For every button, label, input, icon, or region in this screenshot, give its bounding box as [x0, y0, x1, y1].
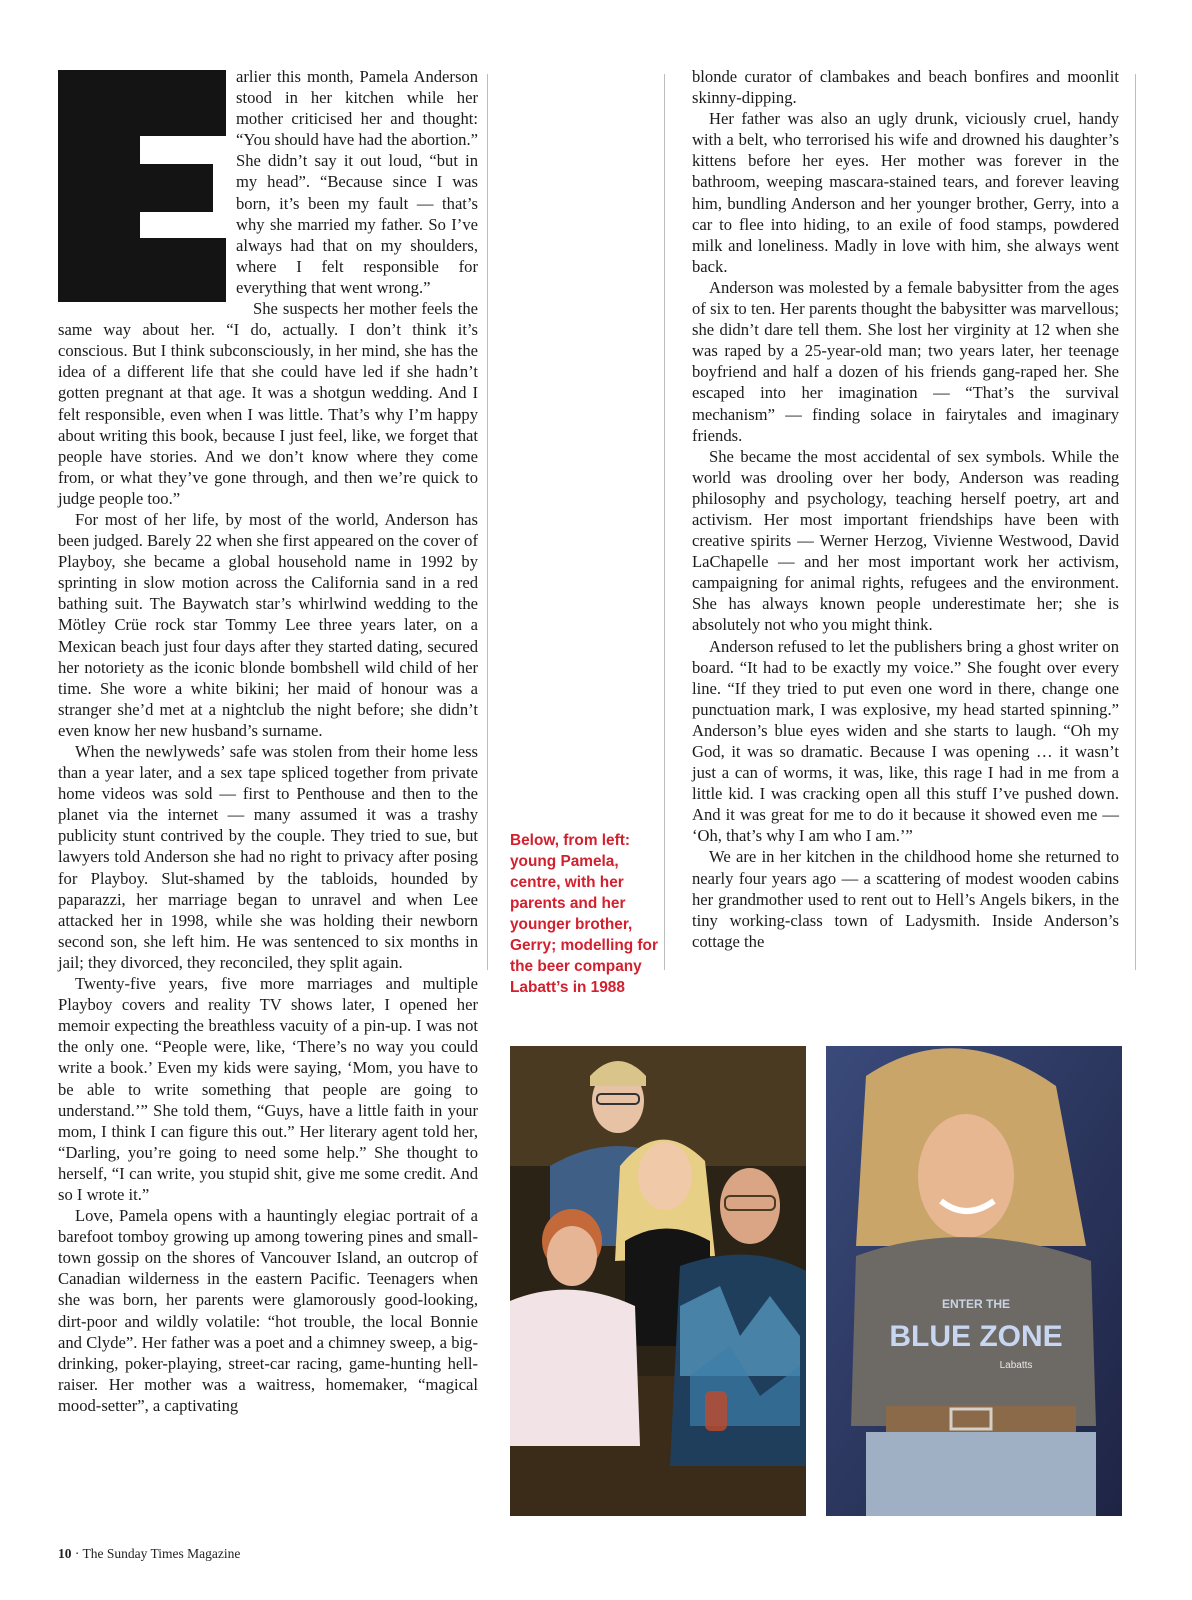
column-rule-edge: [1135, 74, 1136, 970]
paragraph: Twenty-five years, five more marriages and multiple Playboy covers and reality TV shows later, I opened her memoir expecting the breathless vacuity of a pin-up. I was not the only one. “People were, like, ‘There’s no way you could write a book.’ Even my kids were saying, ‘Mom, you have to be able to write something that people are going to understand.’” She told them, “Guys, have a little faith in your mom, I think I can figure this out.” Her literary agent told her, “Darling, you’re going to need some help.” She thought to herself, “I can write, you stupid shit, give me some credit. And so I wrote it.”: [58, 974, 478, 1204]
article-column-right: [692, 66, 1119, 952]
article-column-left: [58, 66, 478, 1416]
shirt-top-text: ENTER THE: [941, 1297, 1011, 1311]
footer-separator: ·: [74, 1546, 80, 1561]
paragraph: Anderson was molested by a female babysitter from the ages of six to ten. Her parents thought the babysitter was marvellous; she didn’t dare tell them. She lost her virginity at 12 when she was raped by a 25-year-old man; two years later, her teenage boyfriend and half a dozen of his friends gang-raped her. She escaped into her imagination — “That’s the survival mechanism” — finding solace in fairytales and imaginary friends.: [692, 277, 1119, 445]
paragraph: Her father was also an ugly drunk, viciously cruel, handy with a belt, who terrorised his wife and drowned his daughter’s kittens before her eyes. Her mother was forever in the bathroom, weeping mascara-stained tears, and forever leaving him, bundling Anderson and her younger brother, Gerry, into a car to flee into hiding, to an exile of food stamps, powdered milk and loneliness. Madly in love with him, she always went back.: [692, 109, 1119, 276]
paragraph: She became the most accidental of sex symbols. While the world was drooling over her body, Anderson was reading philosophy and psychology, teaching herself poetry, art and activism. Her most important friendships have been with creative spirits — Werner Herzog, Vivienne Westwood, David LaChapelle — and her most important work her activism, campaigning for animal rights, refugees and the environment. She has always known people underestimate her; she is absolutely not who you might think.: [692, 446, 1119, 635]
paragraph: We are in her kitchen in the childhood home she returned to nearly four years ago — a scattering of modest wooden cabins her grandmother used to rent out to Hell’s Angels bikers, in the tiny working-class town of Ladysmith. Inside Anderson’s cottage the: [692, 847, 1119, 951]
paragraph: For most of her life, by most of the world, Anderson has been judged. Barely 22 when she first appeared on the cover of Playboy, she became a global household name in 1992 by sprinting in slow motion across the California sand in a red bathing suit. The Baywatch star’s whirlwind wedding to the Mötley Crüe rock star Tommy Lee three years later, on a Mexican beach just four days after they started dating, secured her notoriety as the iconic blonde bombshell wild child of her time. She wore a white bikini; her maid of honour was a stranger she’d met at a nightclub the night before; she didn’t even know her new husband’s surname.: [58, 509, 478, 740]
column-rule-left: [487, 74, 488, 970]
drop-cap: [58, 70, 226, 302]
publication-name: The Sunday Times Magazine: [82, 1546, 241, 1561]
paragraph: When the newlyweds’ safe was stolen from their home less than a year later, and a sex tape spliced together from private home videos was sold — first to Penthouse and then to the planet via the internet — many assumed it was a trashy publicity stunt contrived by the couple. They tried to sue, but lawyers told Anderson she had no right to privacy after posing for Playboy. Slut-shamed by the tabloids, hounded by paparazzi, her marriage began to unravel and when Lee attacked her in 1998, while she was holding their newborn second son, she left him. He was sentenced to six months in jail; they divorced, they reconciled, they split again.: [58, 742, 478, 972]
paragraph: Anderson refused to let the publishers bring a ghost writer on board. “It had to be exactly my voice.” She fought over every line. “If they tried to put even one word in there, change one punctuation mark, I was explosive, my head started spinning.” Anderson’s blue eyes widen and she starts to laugh. “Oh my God, it was so dramatic. Because I was opening … it wasn’t just a can of worms, it was, like, this rage I had in me from a little kid. I was cracking open all this stuff I’ve pushed down. And it was great for me to do it because it showed even me — ‘Oh, that’s why I am who I am.’”: [692, 636, 1119, 846]
photo-family: [510, 1046, 806, 1516]
photo-caption: Below, from left: young Pamela, centre, with her parents and her younger brother, Gerry; modelling for the beer company Labatt’s in 1988: [510, 832, 658, 996]
shirt-brand-text: Labatts: [999, 1360, 1033, 1371]
shirt-logo-text: BLUE ZONE: [889, 1320, 1063, 1353]
photo-labatts-model: [826, 1046, 1122, 1516]
page-number: 10: [58, 1546, 72, 1561]
paragraph: blonde curator of clambakes and beach bonfires and moonlit skinny-dipping.: [692, 67, 1119, 108]
paragraph: Love, Pamela opens with a hauntingly elegiac portrait of a barefoot tomboy growing up among towering pines and small-town gossip on the shores of Vancouver Island, an outcrop of Canadian wilderness in the eastern Pacific. Teenagers when she was born, her parents were glamorously good-looking, dirt-poor and wildly volatile: “hot trouble, the local Bonnie and Clyde”. Her father was a poet and a chimney sweep, a big-drinking, poker-playing, street-car racing, game-hunting hell-raiser. Her mother was a waitress, homemaker, “magical mood-setter”, a captivating: [58, 1206, 478, 1415]
paragraph: She suspects her mother feels the same way about her. “I do, actually. I don’t think it’s conscious. But I think subconsciously, in her mind, she has the idea of a different life that she could have led if she hadn’t gotten pregnant at that age. It was a shotgun wedding. And I felt responsible, even when I was little. That’s why I’m happy about writing this book, because I just feel, like, we forget that people have stories. And we don’t know where they come from, or what they’ve gone through, and then we’re quick to judge people too.”: [58, 299, 478, 508]
page-footer: [58, 1546, 240, 1562]
paragraph: arlier this month, Pamela Anderson stood in her kitchen while her mother criticised her and thought: “You should have had the abortion.” She didn’t say it out loud, “but in my head”. “Because since I was born, it’s been my fault — that’s why she married my father. So I’ve always had that on my shoulders, where I felt responsible for everything that went wrong.”: [236, 67, 478, 297]
